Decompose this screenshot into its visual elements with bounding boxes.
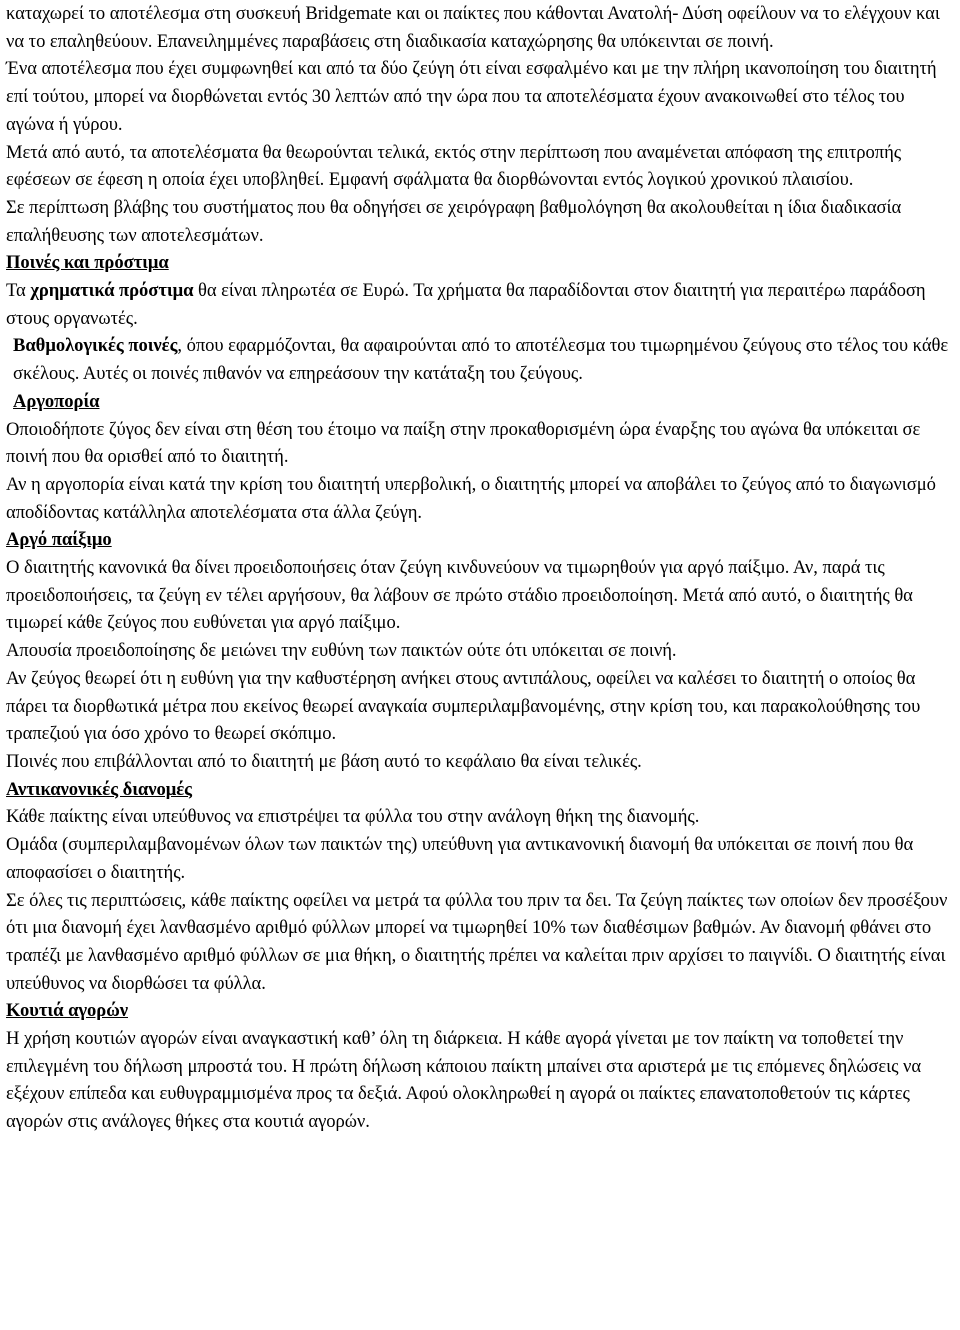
paragraph-team-responsibility: Ομάδα (συμπεριλαμβανομένων όλων των παικτών της) υπεύθυνη για αντικανονική διανομή θα υπόκειται σε ποινή που θα αποφασίσει ο διαιτητής. [6,834,914,883]
text-run: , όπου εφαρμόζονται, θα αφαιρούνται από το αποτέλεσμα του τιμωρημένου ζεύγους στο τέλος του κάθε σκέλους. Αυτές οι ποινές πιθανόν να επηρεάσουν την κατάταξη του ζεύγους. [13,335,949,385]
paragraph-penalties-final: Ποινές που επιβάλλονται από το διαιτητή με βάση αυτό το κεφάλαιο θα είναι τελικές. [6,750,642,772]
paragraph-count-cards: Σε όλες τις περιπτώσεις, κάθε παίκτης οφείλει να μετρά τα φύλλα του πριν τα δει. Τα ζεύγη παίκτες των οποίων δεν προσέξουν ότι μια διανομή έχει λανθασμένο αριθμό φύλλων μπορεί να τιμωρηθεί 10% των διαθέσιμων βαθμών. Αν διανομή φθάνει στο τραπέζι με λανθασμένο αριθμό φύλλων σε μια θήκη, ο διαιτητής πρέπει να καλείται πριν αρχίσει το παιγνίδι. Ο διαιτητής είναι υπεύθυνος να διορθώσει τα φύλλα. [6,889,948,994]
bold-term-score-penalties: Βαθμολογικές ποινές [13,335,178,357]
paragraph-score-penalties [6,332,956,387]
paragraph-result-entry: καταχωρεί το αποτέλεσμα στη συσκευή Bridgemate και οι παίκτες που κάθονται Ανατολή- Δύση οφείλουν να το ελέγχουν και να το επαληθεύουν. Επανειλημμένες παραβάσεις στη διαδικασία καταχώρησης θα υπόκεινται σε ποινή. [6,3,940,52]
heading-slow-play: Αργό παίξιμο [6,529,112,551]
paragraph-monetary-fines [6,277,956,332]
paragraph-call-director: Αν ζεύγος θεωρεί ότι η ευθύνη για την καθυστέρηση ανήκει στους αντιπάλους, οφείλει να καλέσει το διαιτητή ο οποίος θα πάρει τα διορθωτικά μέτρα που εκείνος θεωρεί αναγκαία συμπεριλαμβανομένης, στην κρίση του, και παρακολούθησης του τραπεζιού για όσο χρόνο το θεωρεί σκόπιμο. [6,667,921,745]
text-run: Τα [6,280,31,302]
paragraph-result-correction: Ένα αποτέλεσμα που έχει συμφωνηθεί και από τα δύο ζεύγη ότι είναι εσφαλμένο και με την πλήρη ικανοποίηση του διαιτητή επί τούτου, μπορεί να διορθώνεται εντός 30 λεπτών από την ώρα που τα αποτελέσματα έχουν ανακοινωθεί στο τέλος του αγώνα ή γύρου. [6,58,937,135]
heading-penalties-and-fines: Ποινές και πρόστιμα [6,252,169,274]
paragraph-results-final: Μετά από αυτό, τα αποτελέσματα θα θεωρούνται τελικά, εκτός στην περίπτωση που αναμένεται απόφαση της επιτροπής εφέσεων σε έφεση η οποία έχει υποβληθεί. Εμφανή σφάλματα θα διορθώνονται εντός λογικού χρονικού πλαισίου. [6,141,902,191]
paragraph-lateness-penalty: Οποιοδήποτε ζύγος δεν είναι στη θέση του έτοιμο να παίξη στην προκαθορισμένη ώρα έναρξης του αγώνα θα υπόκειται σε ποινή που θα ορισθεί από το διαιτητή. [6,418,921,468]
heading-lateness: Αργοπορία [13,390,100,412]
paragraph-system-failure: Σε περίπτωση βλάβης του συστήματος που θα οδηγήσει σε χειρόγραφη βαθμολόγηση θα ακολουθείται η ίδια διαδικασία επαλήθευσης των αποτελεσμάτων. [6,196,902,246]
paragraph-no-warning: Απουσία προειδοποίησης δε μειώνει την ευθύνη των παικτών ούτε ότι υπόκειται σε ποινή. [6,640,677,662]
paragraph-return-cards: Κάθε παίκτης είναι υπεύθυνος να επιστρέψει τα φύλλα του στην ανάλογη θήκη της διανομής. [6,806,700,828]
heading-bidding-boxes: Κουτιά αγορών [6,1000,128,1022]
paragraph-slow-play-warnings: Ο διαιτητής κανονικά θα δίνει προειδοποιήσεις όταν ζεύγη κινδυνεύουν να τιμωρηθούν για αργό παίξιμο. Αν, παρά τις προειδοποιήσεις, τα ζεύγη εν τέλει αργήσουν, θα λάβουν σε πρώτο στάδιο προειδοποίηση. Μετά από αυτό, ο διαιτητής θα τιμωρεί κάθε ζεύγος που ευθύνεται για αργό παίξιμο. [6,557,913,634]
paragraph-bidding-boxes: Η χρήση κουτιών αγορών είναι αναγκαστική καθ’ όλη τη διάρκεια. Η κάθε αγορά γίνεται με τον παίκτη να τοποθετεί την επιλεγμένη του δήλωση μπροστά του. Η πρώτη δήλωση κάποιου παίκτη μπαίνει στα αριστερά με τις επόμενες δηλώσεις να εξέχουν επίπεδα και ευθυγραμμισμένα προς τα δεξιά. Αφού ολοκληρωθεί η αγορά οι παίκτες επανατοποθετούν τις κάρτες αγορών στις ανάλογες θήκες στα κουτιά αγορών. [6,1028,922,1133]
heading-irregular-deals: Αντικανονικές διανομές [6,778,192,800]
bold-term-monetary-fines: χρηματικά πρόστιμα [30,280,194,302]
text-run: θα είναι πληρωτέα σε Ευρώ. Τα χρήματα θα παραδίδονται στον διαιτητή για περαιτέρω παράδοση στους οργανωτές. [6,280,926,329]
paragraph-lateness-expulsion: Αν η αργοπορία είναι κατά την κρίση του διαιτητή υπερβολική, ο διαιτητής μπορεί να αποβάλει το ζεύγος από το διαγωνισμό αποδίδοντας κατάλληλα αποτελέσματα στα άλλα ζεύγη. [6,473,936,523]
